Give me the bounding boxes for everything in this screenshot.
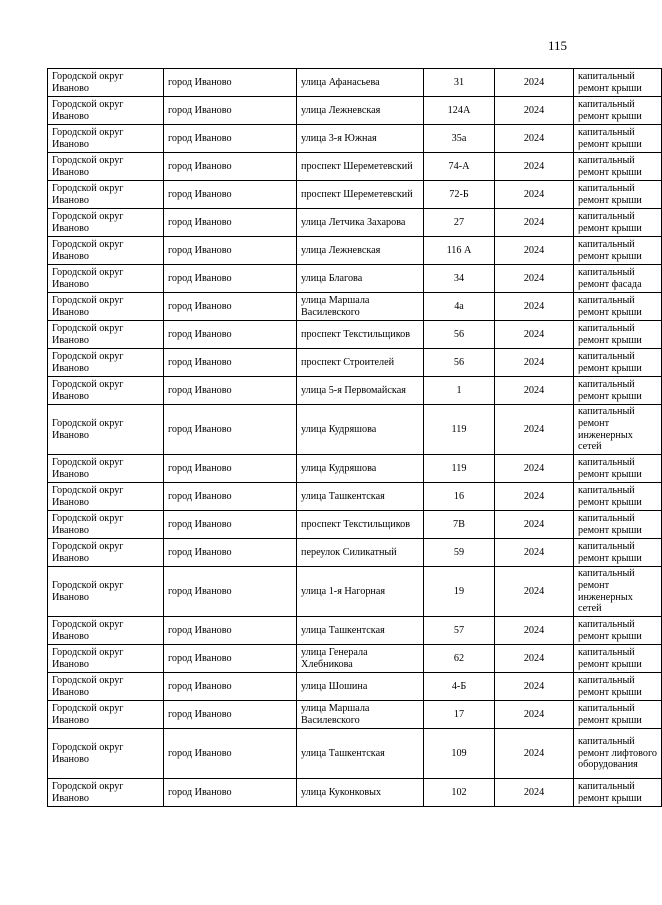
street-cell: проспект Строителей (297, 349, 424, 377)
work-type-cell: капитальный ремонт крыши (574, 153, 662, 181)
house-number-cell: 59 (424, 539, 495, 567)
year-cell: 2024 (495, 483, 574, 511)
table-row (48, 455, 662, 483)
settlement-cell: город Иваново (164, 483, 297, 511)
house-number-cell: 74-А (424, 153, 495, 181)
municipality-cell: Городской округ Иваново (48, 181, 164, 209)
settlement-cell: город Иваново (164, 293, 297, 321)
street-cell: улица 5-я Первомайская (297, 377, 424, 405)
house-number-cell: 72-Б (424, 181, 495, 209)
work-type-cell: капитальный ремонт крыши (574, 69, 662, 97)
municipality-cell: Городской округ Иваново (48, 455, 164, 483)
table-row (48, 209, 662, 237)
municipality-cell: Городской округ Иваново (48, 617, 164, 645)
table-row (48, 69, 662, 97)
settlement-cell: город Иваново (164, 377, 297, 405)
house-number-cell: 116 А (424, 237, 495, 265)
table-row (48, 349, 662, 377)
street-cell: улица Ташкентская (297, 617, 424, 645)
settlement-cell: город Иваново (164, 701, 297, 729)
municipality-cell: Городской округ Иваново (48, 293, 164, 321)
table-row (48, 405, 662, 455)
year-cell: 2024 (495, 293, 574, 321)
house-number-cell: 56 (424, 321, 495, 349)
house-number-cell: 35а (424, 125, 495, 153)
street-cell: проспект Шереметевский (297, 181, 424, 209)
work-type-cell: капитальный ремонт крыши (574, 349, 662, 377)
settlement-cell: город Иваново (164, 69, 297, 97)
street-cell: переулок Силикатный (297, 539, 424, 567)
settlement-cell: город Иваново (164, 405, 297, 455)
year-cell: 2024 (495, 153, 574, 181)
year-cell: 2024 (495, 209, 574, 237)
municipality-cell: Городской округ Иваново (48, 729, 164, 779)
work-type-cell: капитальный ремонт крыши (574, 455, 662, 483)
work-type-cell: капитальный ремонт крыши (574, 779, 662, 807)
municipality-cell: Городской округ Иваново (48, 511, 164, 539)
municipality-cell: Городской округ Иваново (48, 237, 164, 265)
work-type-cell: капитальный ремонт инженерных сетей (574, 405, 662, 455)
municipality-cell: Городской округ Иваново (48, 377, 164, 405)
work-type-cell: капитальный ремонт крыши (574, 293, 662, 321)
year-cell: 2024 (495, 701, 574, 729)
year-cell: 2024 (495, 779, 574, 807)
repair-registry-table (47, 68, 662, 807)
house-number-cell: 27 (424, 209, 495, 237)
work-type-cell: капитальный ремонт крыши (574, 125, 662, 153)
settlement-cell: город Иваново (164, 349, 297, 377)
municipality-cell: Городской округ Иваново (48, 69, 164, 97)
street-cell: улица Кудряшова (297, 405, 424, 455)
work-type-cell: капитальный ремонт фасада (574, 265, 662, 293)
house-number-cell: 1 (424, 377, 495, 405)
municipality-cell: Городской округ Иваново (48, 701, 164, 729)
settlement-cell: город Иваново (164, 617, 297, 645)
street-cell: улица Ташкентская (297, 483, 424, 511)
settlement-cell: город Иваново (164, 645, 297, 673)
house-number-cell: 109 (424, 729, 495, 779)
year-cell: 2024 (495, 539, 574, 567)
street-cell: улица Благова (297, 265, 424, 293)
work-type-cell: капитальный ремонт крыши (574, 209, 662, 237)
street-cell: проспект Шереметевский (297, 153, 424, 181)
work-type-cell: капитальный ремонт крыши (574, 645, 662, 673)
municipality-cell: Городской округ Иваново (48, 539, 164, 567)
year-cell: 2024 (495, 97, 574, 125)
house-number-cell: 119 (424, 405, 495, 455)
municipality-cell: Городской округ Иваново (48, 125, 164, 153)
table-row (48, 483, 662, 511)
street-cell: улица Кудряшова (297, 455, 424, 483)
table-row (48, 97, 662, 125)
table-row (48, 265, 662, 293)
table-body (48, 69, 662, 807)
street-cell: улица Афанасьева (297, 69, 424, 97)
municipality-cell: Городской округ Иваново (48, 673, 164, 701)
street-cell: улица Шошина (297, 673, 424, 701)
house-number-cell: 4а (424, 293, 495, 321)
house-number-cell: 56 (424, 349, 495, 377)
work-type-cell: капитальный ремонт крыши (574, 617, 662, 645)
table-row (48, 181, 662, 209)
work-type-cell: капитальный ремонт лифтового оборудования (574, 729, 662, 779)
work-type-cell: капитальный ремонт крыши (574, 97, 662, 125)
street-cell: улица Куконковых (297, 779, 424, 807)
work-type-cell: капитальный ремонт крыши (574, 511, 662, 539)
table-row (48, 673, 662, 701)
work-type-cell: капитальный ремонт инженерных сетей (574, 567, 662, 617)
municipality-cell: Городской округ Иваново (48, 567, 164, 617)
table-row (48, 293, 662, 321)
settlement-cell: город Иваново (164, 673, 297, 701)
year-cell: 2024 (495, 321, 574, 349)
table-row (48, 779, 662, 807)
settlement-cell: город Иваново (164, 237, 297, 265)
work-type-cell: капитальный ремонт крыши (574, 181, 662, 209)
street-cell: улица Лежневская (297, 237, 424, 265)
work-type-cell: капитальный ремонт крыши (574, 673, 662, 701)
work-type-cell: капитальный ремонт крыши (574, 539, 662, 567)
settlement-cell: город Иваново (164, 97, 297, 125)
table-row (48, 539, 662, 567)
settlement-cell: город Иваново (164, 539, 297, 567)
street-cell: улица Лежневская (297, 97, 424, 125)
settlement-cell: город Иваново (164, 567, 297, 617)
settlement-cell: город Иваново (164, 181, 297, 209)
work-type-cell: капитальный ремонт крыши (574, 483, 662, 511)
street-cell: улица Летчика Захарова (297, 209, 424, 237)
municipality-cell: Городской округ Иваново (48, 321, 164, 349)
work-type-cell: капитальный ремонт крыши (574, 321, 662, 349)
settlement-cell: город Иваново (164, 209, 297, 237)
table-row (48, 377, 662, 405)
year-cell: 2024 (495, 455, 574, 483)
house-number-cell: 57 (424, 617, 495, 645)
municipality-cell: Городской округ Иваново (48, 265, 164, 293)
table-row (48, 153, 662, 181)
year-cell: 2024 (495, 181, 574, 209)
settlement-cell: город Иваново (164, 321, 297, 349)
house-number-cell: 62 (424, 645, 495, 673)
municipality-cell: Городской округ Иваново (48, 349, 164, 377)
table-row (48, 321, 662, 349)
table-row (48, 511, 662, 539)
year-cell: 2024 (495, 349, 574, 377)
municipality-cell: Городской округ Иваново (48, 405, 164, 455)
year-cell: 2024 (495, 673, 574, 701)
settlement-cell: город Иваново (164, 265, 297, 293)
year-cell: 2024 (495, 125, 574, 153)
house-number-cell: 124А (424, 97, 495, 125)
house-number-cell: 7В (424, 511, 495, 539)
settlement-cell: город Иваново (164, 729, 297, 779)
municipality-cell: Городской округ Иваново (48, 97, 164, 125)
year-cell: 2024 (495, 617, 574, 645)
table-row (48, 645, 662, 673)
street-cell: улица 1-я Нагорная (297, 567, 424, 617)
table-row (48, 617, 662, 645)
house-number-cell: 19 (424, 567, 495, 617)
street-cell: улица 3-я Южная (297, 125, 424, 153)
municipality-cell: Городской округ Иваново (48, 779, 164, 807)
work-type-cell: капитальный ремонт крыши (574, 701, 662, 729)
house-number-cell: 102 (424, 779, 495, 807)
settlement-cell: город Иваново (164, 511, 297, 539)
year-cell: 2024 (495, 69, 574, 97)
street-cell: улица Ташкентская (297, 729, 424, 779)
table-row (48, 567, 662, 617)
settlement-cell: город Иваново (164, 153, 297, 181)
street-cell: проспект Текстильщиков (297, 321, 424, 349)
municipality-cell: Городской округ Иваново (48, 645, 164, 673)
year-cell: 2024 (495, 377, 574, 405)
work-type-cell: капитальный ремонт крыши (574, 377, 662, 405)
year-cell: 2024 (495, 237, 574, 265)
house-number-cell: 34 (424, 265, 495, 293)
municipality-cell: Городской округ Иваново (48, 209, 164, 237)
work-type-cell: капитальный ремонт крыши (574, 237, 662, 265)
table-row (48, 125, 662, 153)
table-row (48, 729, 662, 779)
year-cell: 2024 (495, 405, 574, 455)
house-number-cell: 4-Б (424, 673, 495, 701)
municipality-cell: Городской округ Иваново (48, 483, 164, 511)
year-cell: 2024 (495, 265, 574, 293)
house-number-cell: 17 (424, 701, 495, 729)
street-cell: улица Генерала Хлебникова (297, 645, 424, 673)
year-cell: 2024 (495, 511, 574, 539)
table-row (48, 701, 662, 729)
street-cell: улица Маршала Василевского (297, 293, 424, 321)
year-cell: 2024 (495, 567, 574, 617)
settlement-cell: город Иваново (164, 779, 297, 807)
street-cell: улица Маршала Василевского (297, 701, 424, 729)
house-number-cell: 16 (424, 483, 495, 511)
settlement-cell: город Иваново (164, 125, 297, 153)
street-cell: проспект Текстильщиков (297, 511, 424, 539)
settlement-cell: город Иваново (164, 455, 297, 483)
table-row (48, 237, 662, 265)
house-number-cell: 31 (424, 69, 495, 97)
municipality-cell: Городской округ Иваново (48, 153, 164, 181)
year-cell: 2024 (495, 729, 574, 779)
house-number-cell: 119 (424, 455, 495, 483)
year-cell: 2024 (495, 645, 574, 673)
page-number: 115 (548, 38, 568, 53)
